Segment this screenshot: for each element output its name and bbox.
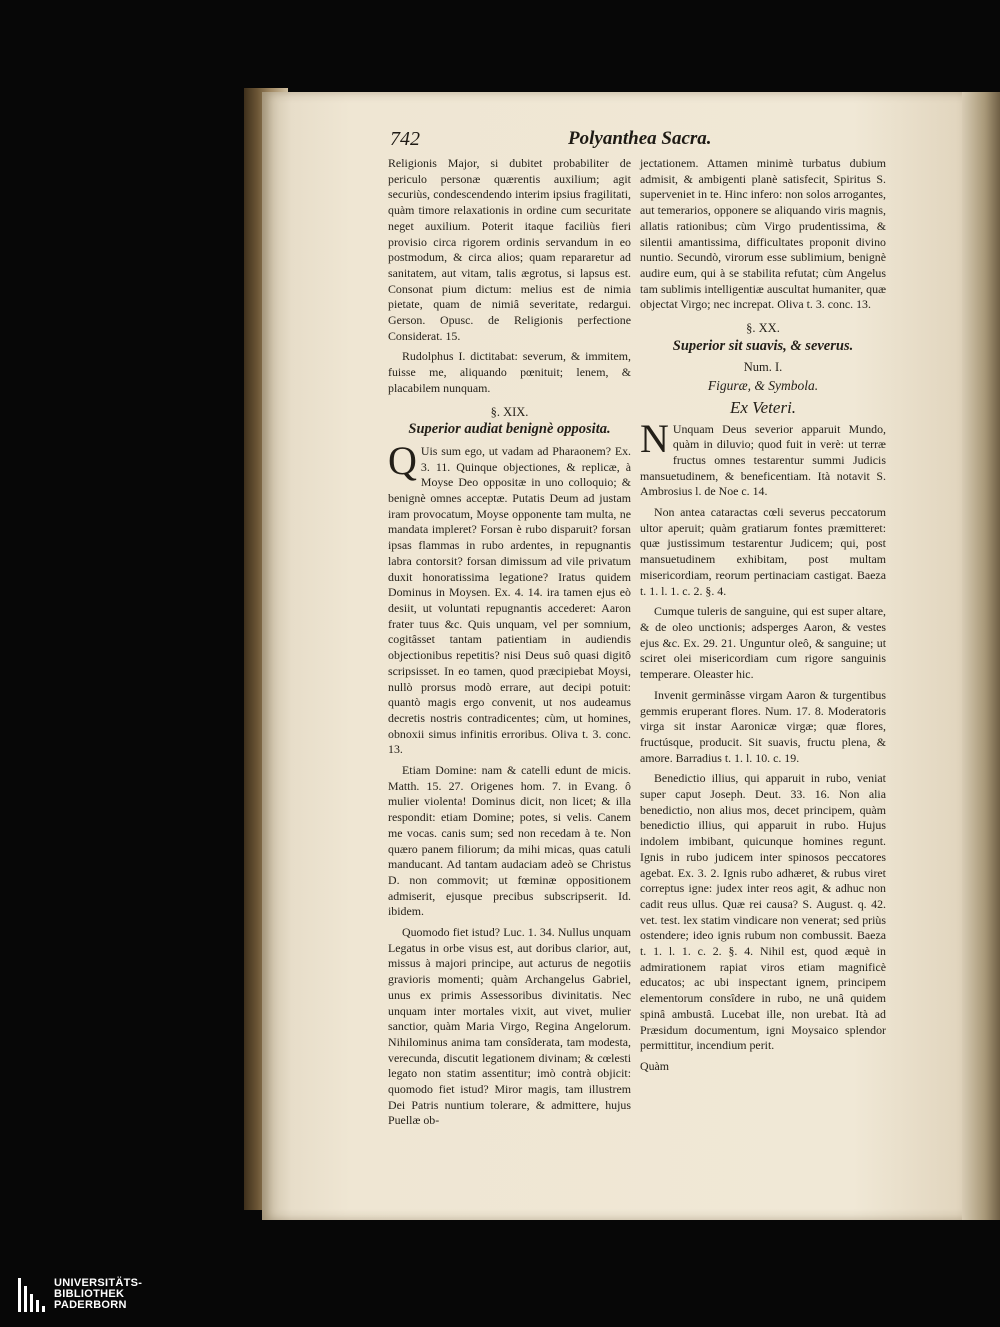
catchword: Quàm [640,1058,670,1073]
paragraph: Religionis Major, si dubitet probabiliter de periculo personæ quærentis auxilium; agit securiùs, condescendendo interim ipsius fragilitati, quàm timore relaxationis in ordine cum securitate neget auxilium. Poterit itaque faciliùs fieri provisio circa rigorem ordinis servandum in eo postmodum, & circa alios; quam repararetur ad sanitatem, aut vitam, talis ægrotus, si lapsus est. Consonat pium dictum: melius est de nimia pietate, quam de nimiâ severitate, redargui. Gerson. Opusc. de Religionis perfectione Considerat. 15. [388,156,631,343]
book-page [262,92,1000,1220]
paragraph: Benedictio illius, qui apparuit in rubo, veniat super caput Joseph. Deut. 33. 16. Non alia benedictio, non alius mos, decet principem, quàm benedictio illius, qui apparuit in rubo. Hujus indolem imbibant, quicunque homines regunt. Ignis in rubo judicem inter spinosos peccatores agebat. Ex. 3. 2. Ignis rubo adhæret, & rubus viret correptus igne: judex inter reos agit, & adhuc non cadit reus ullus. Quæ rei causa? S. August. q. 42. vet. test. lex statim vindicare non venerat; sed priùs ostendere; ideo ignis rubum non combussit. Baeza t. 1. l. 1. c. 2. §. 4. Nihil est, quod æquè in admirationem rapiat viros etiam magnificè educatos; ac ubi inspectant ignem, principem elementorum consîdere in rubo, ne unâ quidem spinâ ambustâ. Lucebat ille, non urebat. Ità ad Præsidum documentum, igni Moysaico splendor permittitur, incendium perit. [640,771,886,1053]
library-logo [18,1278,218,1312]
section-title: Superior sit suavis, & severus. [672,337,854,354]
subsection-title: Figuræ, & Symbola. [707,378,819,394]
right-column [640,156,886,1080]
drop-cap: Q [388,437,417,483]
subsection-number: Num. I. [743,360,783,375]
paragraph [388,437,631,758]
logo-text-line3: PADERBORN [54,1299,127,1311]
drop-cap: N [640,415,669,461]
logo-text-line2: BIBLIOTHEK [54,1288,125,1300]
paragraph: Invenit germinâsse virgam Aaron & turgentibus gemmis eruperant flores. Num. 17. 8. Moderatoris virga sit instar Aaronicæ virgæ; quæ flores, fructúsque, producit. Sit suavis, fructu plena, & amore. Barradius t. 1. l. 10. c. 19. [640,687,886,765]
section-title: Superior audiat benignè opposita. [408,421,611,438]
logo-text-line1: UNIVERSITÄTS- [54,1277,143,1289]
paragraph [640,415,886,501]
paragraph: Quomodo fiet istud? Luc. 1. 34. Nullus unquam Legatus in orbe visus est, aut doribus clarior, aut, missus à majori principe, aut acturus de negotiis gravioris momenti; quàm Archangelus Gabriel, unus ex primis Assessoribus divinitatis. Nec unquam inter mortales vixit, aut vivet, mulier sanctior, quàm Maria Virgo, Regina Angelorum. Nihilominus anima tam consîderata, tam modesta, verecunda, discutit legationem divinam; & cœlesti legato non statim assentitur; imò contrà objicit: quomodo fiet istud? Miror magis, tam illustrem Dei Patris nuntium tolerare, & admittere, hujus Puellæ ob- [388,925,631,1128]
left-column [388,156,631,1134]
running-title: Polyanthea Sacra. [568,128,712,149]
paragraph: jectationem. Attamen minimè turbatus dubium admisit, & ambigenti planè satisfecit, Spiritus S. superveniet in te. Hinc infero: non solos arrogantes, aut temerarios, opponere se aliquando viris magnis, allatis rationibus; cùm Virgo prudentissima, & silentii amantissima, difficultates proponit divino nuntio. Secundò, virorum esse sublimium, benignè audire eum, qui à se stabilita refutat; cùm Angelus tam sublimis intelligentiæ auscultat humaniter, quæ objectat Virgo; nec increpat. Oliva t. 3. conc. 13. [640,156,887,312]
paragraph: Rudolphus I. dictitabat: severum, & immitem, fuisse me, aliquando pœnituit; lenem, & placabilem nunquam. [388,349,631,395]
subsection-subtitle: Ex Veteri. [729,397,797,417]
paragraph: Cumque tuleris de sanguine, qui est super altare, & de oleo unctionis; adsperges Aaron, & vestes ejus &c. Ex. 29. 21. Unguntur oleô, & sanguine; ut sciret olei misericordiam cum rigore sanguinis temperare. Oleaster hic. [640,604,886,682]
page-header [390,128,925,156]
paragraph-text: Uis sum ego, ut vadam ad Pharaonem? Ex. 3. 11. Quinque objectiones, & replicæ, à Moyse Deo oppositæ in uno colloquio; & benignè omnes acceptæ. Putatis Deum ad justam iram provocatum, Moyse opponente tam multa, ne mandata impleret? Forsan è rubo disparuit? forsan ipsas flammas in rubo ardentes, in repugnantis labra contorsit? forsan dimissum ad vile privatum duxit honoratissima legatione? Iratus quidem Dominus in Moysen. Ex. 4. 14. ira tamen ejus eò desiit, ut voluntati repugnantis accederet: Aaron frater tuus &c. Quis unquam, vel per somnium, cogitâsset tantam patientiam in audiendis objectionibus repetitis? nisi Deus suô quasi digitô scripsisset. In eo tamen, quod præcipiebat Moysi, nullò prorsus modò errare, aut decipi potuit: quantò magis ergo convenit, ut nos audeamus decretis nostris contradicentes; cùm, ut homines, obnoxii simus infinitis erroribus. Oliva t. 3. conc. 13. [388,443,631,757]
section-number: §. XIX. [490,404,529,419]
page-gutter [962,92,1000,1220]
paragraph: Non antea cataractas cœli severus peccatorum ultor aperuit; quàm gratiarum fontes præmitteret: quæ justissimum testarentur Judicem; qui, post mansuetudinem exhibitam, post multam misericordiam, reorum pertinaciam castigat. Baeza t. 1. l. 1. c. 2. §. 4. [640,505,886,598]
page-number: 742 [390,128,420,150]
paragraph-text: Unquam Deus severior apparuit Mundo, quàm in diluvio; quod fuit in verè: ut terræ fructus omnes testarentur summi Judicis mansuetudinem, & beneficentiam. Ità notavit S. Ambrosius l. de Noe c. 14. [640,421,886,499]
library-logo-icon [18,1278,46,1312]
section-number: §. XX. [746,321,780,336]
paragraph: Etiam Domine: nam & catelli edunt de micis. Matth. 15. 27. Origenes hom. 7. in Evang. ô mulier violenta! Dominus dicit, non licet; & illa respondit: etiam Domine; potes, si velis. Canem me vocas. canis sum; sed non recedam à te. Non quæro panem filiorum; da mihi micas, quas catuli manducant. Ad tantam audaciam adeò se Christus D. non commovit; ut fœminæ oppositionem admiserit, ejusque precibus subscripserit. Id. ibidem. [388,763,631,919]
